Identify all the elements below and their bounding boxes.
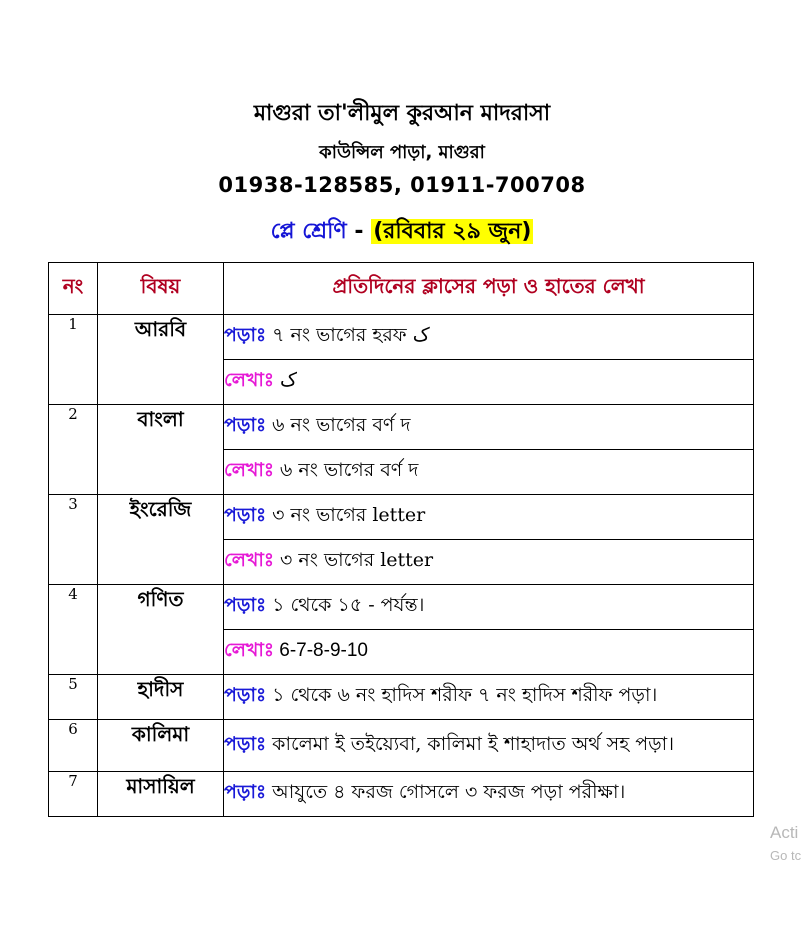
class-separator: - bbox=[346, 219, 372, 244]
row-number: 6 bbox=[49, 720, 98, 772]
row-subject: মাসায়িল bbox=[98, 772, 224, 817]
writing-text: ৬ নং ভাগের বর্ণ দ bbox=[273, 459, 419, 481]
reading-label: পড়াঃ bbox=[224, 781, 267, 803]
reading-cell bbox=[224, 405, 754, 450]
writing-label: লেখাঃ bbox=[224, 459, 274, 481]
table-row bbox=[49, 675, 754, 720]
class-heading bbox=[0, 214, 804, 251]
writing-label: লেখাঃ bbox=[224, 549, 274, 571]
reading-text: আযুতে ৪ ফরজ গোসলে ৩ ফরজ পড়া পরীক্ষা। bbox=[266, 781, 626, 803]
table-row bbox=[49, 315, 754, 360]
writing-cell bbox=[224, 360, 754, 405]
header-subject: বিষয় bbox=[98, 263, 224, 315]
reading-cell bbox=[224, 772, 754, 817]
header-lesson: প্রতিদিনের ক্লাসের পড়া ও হাতের লেখা bbox=[224, 263, 754, 315]
table-row bbox=[49, 720, 754, 772]
reading-cell bbox=[224, 720, 754, 772]
table-row bbox=[49, 585, 754, 630]
reading-cell bbox=[224, 315, 754, 360]
table-row bbox=[49, 772, 754, 817]
activation-watermark-title: Acti bbox=[770, 823, 799, 842]
school-title: মাগুরা তা'লীমুল কুরআন মাদরাসা bbox=[253, 101, 551, 126]
writing-text: 6-7-8-9-10 bbox=[273, 640, 368, 661]
writing-label: লেখাঃ bbox=[224, 639, 274, 661]
reading-text: ৭ নং ভাগের হরফ ﮎ bbox=[266, 324, 430, 346]
class-date: (রবিবার ২৯ জুন) bbox=[373, 219, 532, 244]
writing-cell bbox=[224, 450, 754, 495]
row-number: 2 bbox=[49, 405, 98, 495]
reading-text: ৬ নং ভাগের বর্ণ দ bbox=[266, 414, 411, 436]
reading-label: পড়াঃ bbox=[224, 594, 267, 616]
header-number: নং bbox=[49, 263, 98, 315]
reading-label: পড়াঃ bbox=[224, 732, 267, 755]
reading-label: পড়াঃ bbox=[224, 324, 267, 346]
reading-text: ১ থেকে ৬ নং হাদিস শরীফ ৭ নং হাদিস শরীফ পড়া। bbox=[266, 684, 658, 706]
reading-text: ১ থেকে ১৫ - পর্যন্ত। bbox=[266, 594, 425, 616]
school-address: কাউন্সিল পাড়া, মাগুরা bbox=[319, 142, 485, 163]
row-subject: গণিত bbox=[98, 585, 224, 675]
phone-numbers: 01938-128585, 01911-700708 bbox=[218, 173, 586, 197]
table-row bbox=[49, 405, 754, 450]
writing-text: ৩ নং ভাগের letter bbox=[273, 549, 434, 571]
reading-label: পড়াঃ bbox=[224, 414, 267, 436]
table-header-row bbox=[49, 263, 754, 315]
reading-text: কালেমা ই তইয়্যেবা, কালিমা ই শাহাদাত অর্থ সহ পড়া। bbox=[266, 732, 674, 755]
writing-label: লেখাঃ bbox=[224, 369, 274, 391]
reading-label: পড়াঃ bbox=[224, 504, 267, 526]
row-number: 3 bbox=[49, 495, 98, 585]
reading-cell bbox=[224, 675, 754, 720]
row-number: 4 bbox=[49, 585, 98, 675]
row-subject: কালিমা bbox=[98, 720, 224, 772]
class-name: প্লে শ্রেণি bbox=[270, 219, 347, 244]
activation-watermark-hint: Go tc bbox=[770, 848, 802, 863]
reading-cell bbox=[224, 495, 754, 540]
row-subject: আরবি bbox=[98, 315, 224, 405]
row-number: 7 bbox=[49, 772, 98, 817]
reading-label: পড়াঃ bbox=[224, 684, 267, 706]
writing-cell bbox=[224, 540, 754, 585]
row-number: 5 bbox=[49, 675, 98, 720]
row-subject: হাদীস bbox=[98, 675, 224, 720]
reading-cell bbox=[224, 585, 754, 630]
table-row bbox=[49, 495, 754, 540]
writing-text: ﮎ bbox=[273, 369, 298, 391]
reading-text: ৩ নং ভাগের letter bbox=[266, 504, 426, 526]
row-subject: ইংরেজি bbox=[98, 495, 224, 585]
writing-cell bbox=[224, 630, 754, 675]
row-subject: বাংলা bbox=[98, 405, 224, 495]
routine-table bbox=[48, 262, 754, 817]
row-number: 1 bbox=[49, 315, 98, 405]
